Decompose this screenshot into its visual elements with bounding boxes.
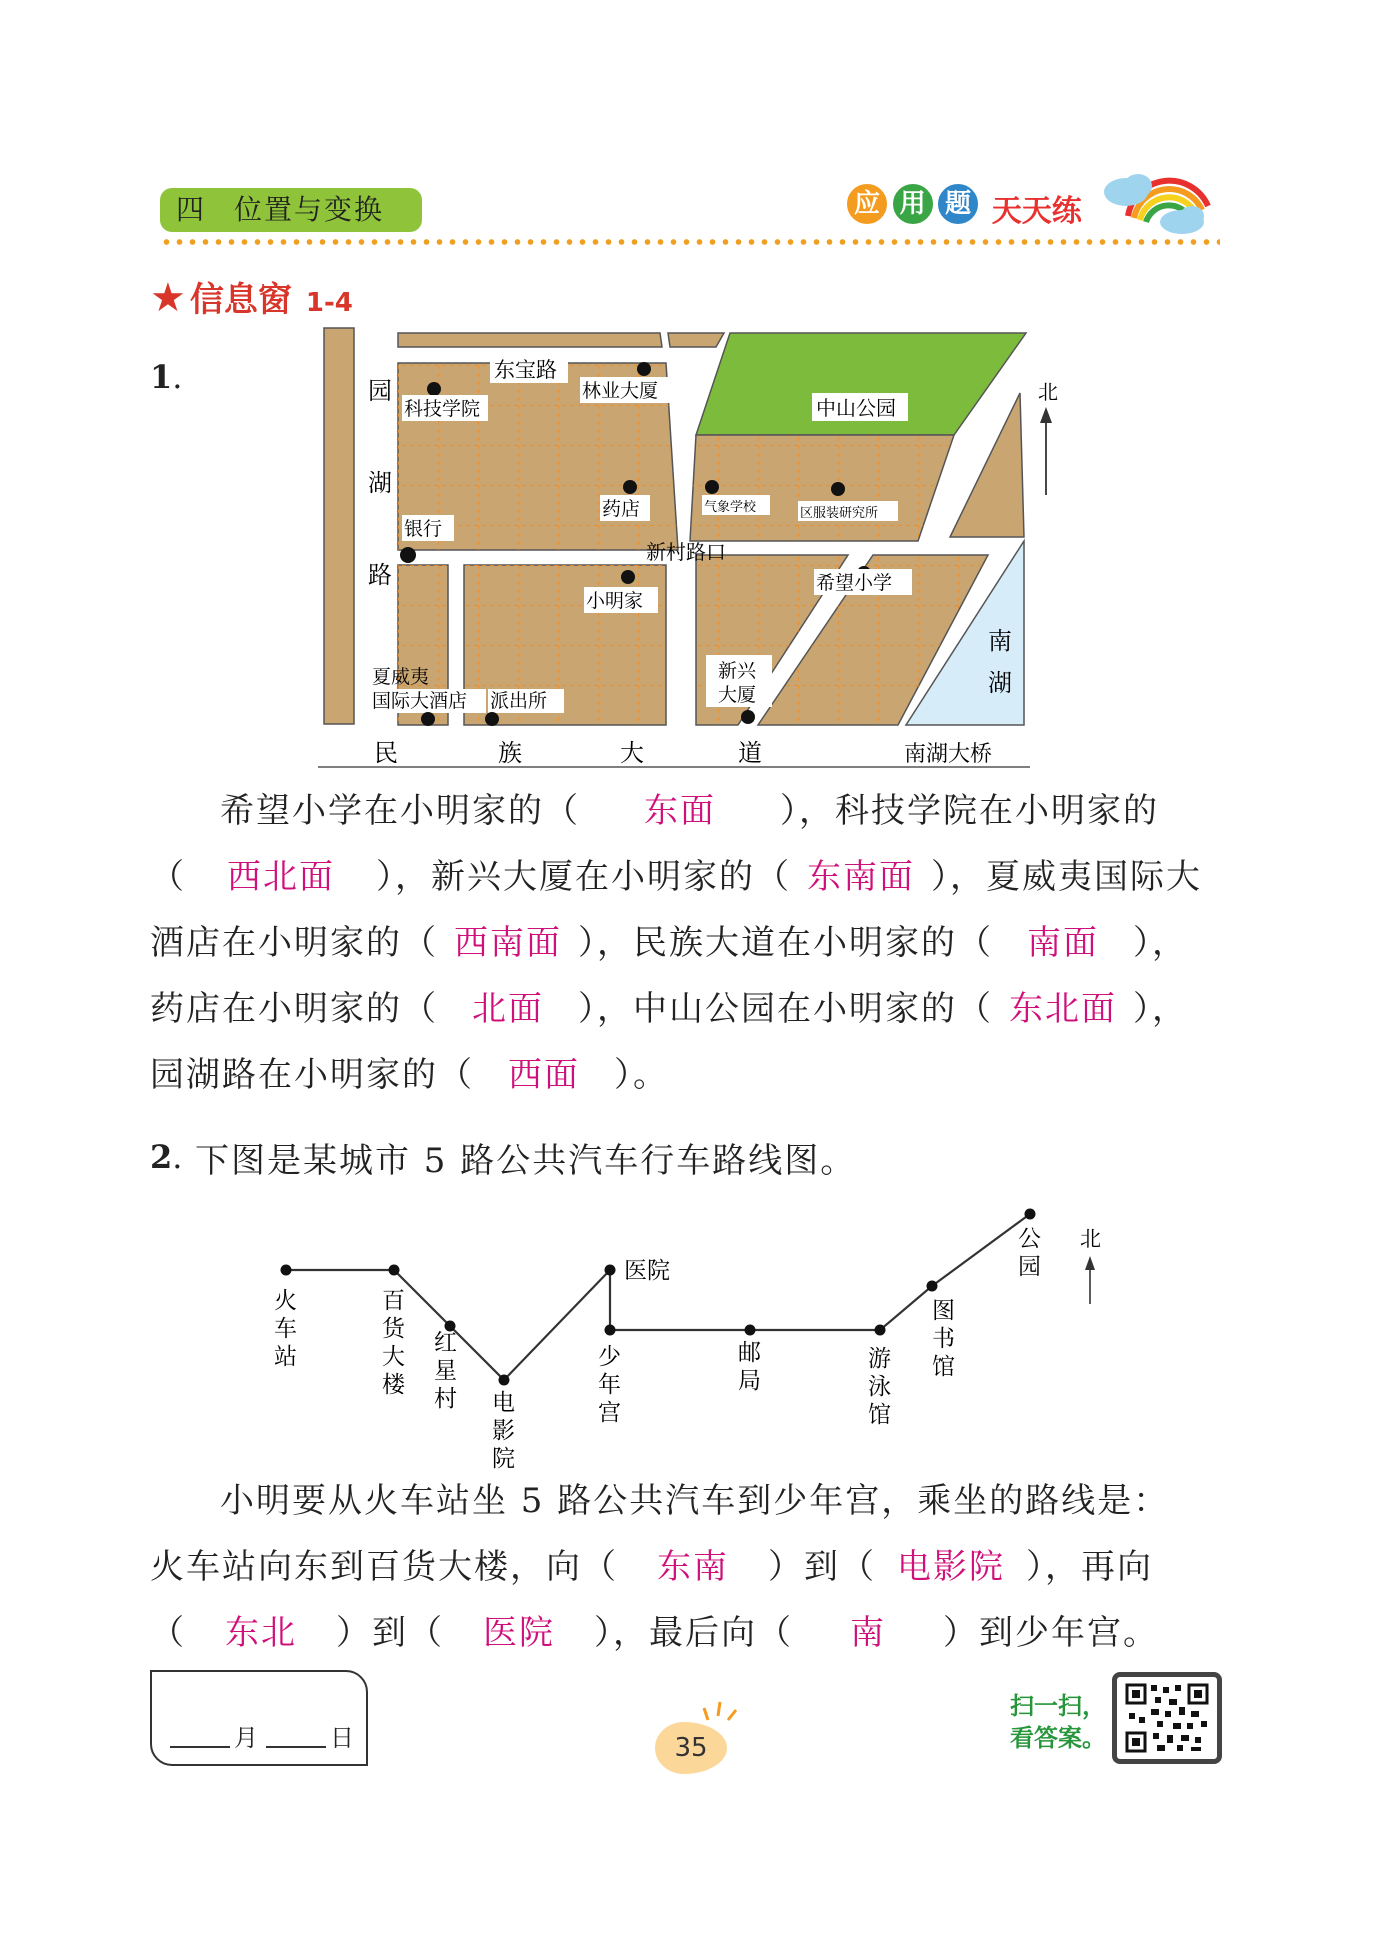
- chapter-number: 四: [176, 193, 207, 226]
- scan-line-1: 扫一扫，: [1010, 1692, 1106, 1720]
- place-xinxing-1: 新兴: [718, 660, 757, 682]
- station-s9-3: 馆: [932, 1354, 955, 1380]
- chapter-tab: [160, 188, 422, 232]
- q1-line-4: 药店在小明家的（ 北面 ），中山公园在小明家的（ 东北面 ），: [150, 976, 1230, 1042]
- station-s1-1: 火: [274, 1288, 297, 1314]
- place-nanhu-2: 湖: [988, 669, 1012, 697]
- place-xiawei-1: 夏威夷: [372, 666, 430, 688]
- day-blank[interactable]: [266, 1722, 326, 1748]
- q2-line-2: 火车站向东到百货大楼，向（ 东南 ）到（ 电影院 ），再向: [150, 1534, 1230, 1600]
- station-s6-2: 年: [598, 1372, 621, 1398]
- station-s2-2: 货: [382, 1316, 405, 1342]
- q2-line-1: 小明要从火车站坐 5 路公共汽车到少年宫，乘坐的路线是：: [220, 1481, 1170, 1521]
- brand-logo: [845, 182, 1082, 230]
- rainbow-cloud-icon: [1098, 156, 1210, 236]
- q2-answer-2: 电影院: [897, 1547, 1005, 1587]
- road-bridge: 南湖大桥: [904, 742, 993, 767]
- station-s4-1: 电: [492, 1390, 515, 1416]
- station-s3-3: 村: [434, 1386, 457, 1412]
- station-s3-2: 星: [434, 1358, 457, 1384]
- answer-6: 北面: [472, 989, 544, 1029]
- section-title: [150, 272, 353, 321]
- place-nanhu-1: 南: [988, 627, 1012, 655]
- brand-char-1: 应: [845, 182, 889, 226]
- station-s7-1: 邮: [738, 1340, 761, 1366]
- station-s3-1: 红: [434, 1330, 457, 1356]
- answer-5: 南面: [1027, 923, 1099, 963]
- station-s1-3: 站: [274, 1344, 297, 1370]
- q2-answer-3: 东北: [225, 1613, 297, 1653]
- q2-intro: 下图是某城市 5 路公共汽车行车路线图。: [195, 1141, 857, 1181]
- answer-1: 东面: [644, 791, 716, 831]
- q2-text: [150, 1468, 1230, 1666]
- place-yaodian: 药店: [602, 498, 641, 520]
- station-s9-1: 图: [932, 1298, 955, 1324]
- star-icon: ★: [150, 275, 186, 321]
- station-s8-1: 游: [868, 1346, 891, 1372]
- answer-8: 西面: [508, 1055, 580, 1095]
- place-xiaoming: 小明家: [586, 590, 644, 612]
- station-s9-2: 书: [932, 1326, 955, 1352]
- month-label: 月: [234, 1724, 258, 1752]
- place-xinxing-2: 大厦: [718, 684, 757, 706]
- station-s8-3: 馆: [868, 1402, 891, 1428]
- q1-line-5: 园湖路在小明家的（ 西面 ）。: [150, 1042, 1230, 1108]
- route-north-label: 北: [1080, 1227, 1101, 1251]
- q1-line-1: 希望小学在小明家的（ 东面 ），科技学院在小明家的: [150, 778, 1230, 844]
- place-xiawei-2: 国际大酒店: [372, 690, 468, 712]
- dotted-divider: [160, 238, 1220, 246]
- question-1-number: 1.: [150, 358, 183, 396]
- road-yuanhu-1: 园: [368, 377, 392, 405]
- map-strip-left: [324, 328, 354, 724]
- station-s7-2: 局: [738, 1368, 761, 1394]
- date-box: [150, 1670, 368, 1766]
- q2-answer-4: 医院: [483, 1613, 555, 1653]
- station-s2-4: 楼: [382, 1372, 405, 1398]
- answer-2: 西北面: [227, 857, 335, 897]
- place-zhongshan: 中山公园: [816, 396, 896, 420]
- place-keji: 科技学院: [404, 398, 481, 420]
- day-label: 日: [330, 1724, 354, 1752]
- question-2-number: 2.: [150, 1138, 183, 1176]
- place-qixiang: 气象学校: [704, 500, 757, 515]
- q1-text: [150, 778, 1230, 1108]
- city-map: [318, 325, 1058, 770]
- road-dongbao: 东宝路: [494, 358, 557, 382]
- month-blank[interactable]: [170, 1722, 230, 1748]
- place-linye: 林业大厦: [582, 380, 659, 402]
- qr-code-icon[interactable]: [1112, 1672, 1222, 1764]
- station-s4-2: 影: [492, 1418, 515, 1444]
- q1-line-3: 酒店在小明家的（ 西南面 ），民族大道在小明家的（ 南面 ），: [150, 910, 1230, 976]
- road-yuanhu-3: 路: [368, 561, 392, 589]
- station-s8-2: 泳: [868, 1374, 891, 1400]
- q2-answer-1: 东南: [657, 1547, 729, 1587]
- q2-line-3: （ 东北 ）到（ 医院 ），最后向（ 南 ）到少年宫。: [150, 1600, 1230, 1666]
- map-strip-top: [398, 333, 662, 347]
- answer-4: 西南面: [454, 923, 562, 963]
- station-s1-2: 车: [274, 1316, 297, 1342]
- place-fuzhuang: 区服装研究所: [800, 506, 879, 521]
- place-xiwang: 希望小学: [816, 572, 893, 594]
- sparkle-icon: [700, 1694, 740, 1724]
- q1-line-2: （ 西北面 ），新兴大厦在小明家的（ 东南面 ），夏威夷国际大: [150, 844, 1230, 910]
- station-s2-3: 大: [382, 1344, 405, 1370]
- bus-route-diagram: [270, 1200, 1110, 1470]
- brand-char-2: 用: [891, 182, 935, 226]
- chapter-title: 位置与变换: [234, 193, 385, 226]
- station-s5: 医院: [624, 1258, 670, 1284]
- q2-answer-5: 南: [850, 1613, 886, 1653]
- station-s2-1: 百: [382, 1288, 405, 1314]
- road-yuanhu-2: 湖: [368, 469, 392, 497]
- road-minzu-4: 道: [738, 739, 762, 767]
- road-crossing: 新村路口: [646, 540, 726, 564]
- station-s10-1: 公: [1018, 1226, 1041, 1252]
- brand-tail: 天天练: [991, 193, 1082, 229]
- station-s6-3: 宫: [598, 1400, 621, 1426]
- section-subtitle: 1-4: [305, 288, 353, 318]
- place-yinhang: 银行: [404, 518, 443, 540]
- place-paichusuo: 派出所: [490, 690, 548, 712]
- answer-7: 东北面: [1009, 989, 1117, 1029]
- answer-3: 东南面: [807, 857, 915, 897]
- page-number: 35: [655, 1722, 727, 1774]
- brand-char-3: 题: [936, 182, 980, 226]
- section-title-text: 信息窗: [189, 280, 292, 320]
- map-north-label: 北: [1038, 380, 1058, 404]
- road-minzu-2: 族: [498, 739, 522, 767]
- scan-line-2: 看答案。: [1010, 1724, 1106, 1752]
- station-s10-2: 园: [1018, 1254, 1041, 1280]
- scan-hint: [1010, 1690, 1106, 1754]
- station-s6-1: 少: [598, 1344, 621, 1370]
- road-minzu-3: 大: [620, 739, 644, 767]
- station-s4-3: 院: [492, 1446, 515, 1472]
- road-minzu-1: 民: [374, 739, 398, 767]
